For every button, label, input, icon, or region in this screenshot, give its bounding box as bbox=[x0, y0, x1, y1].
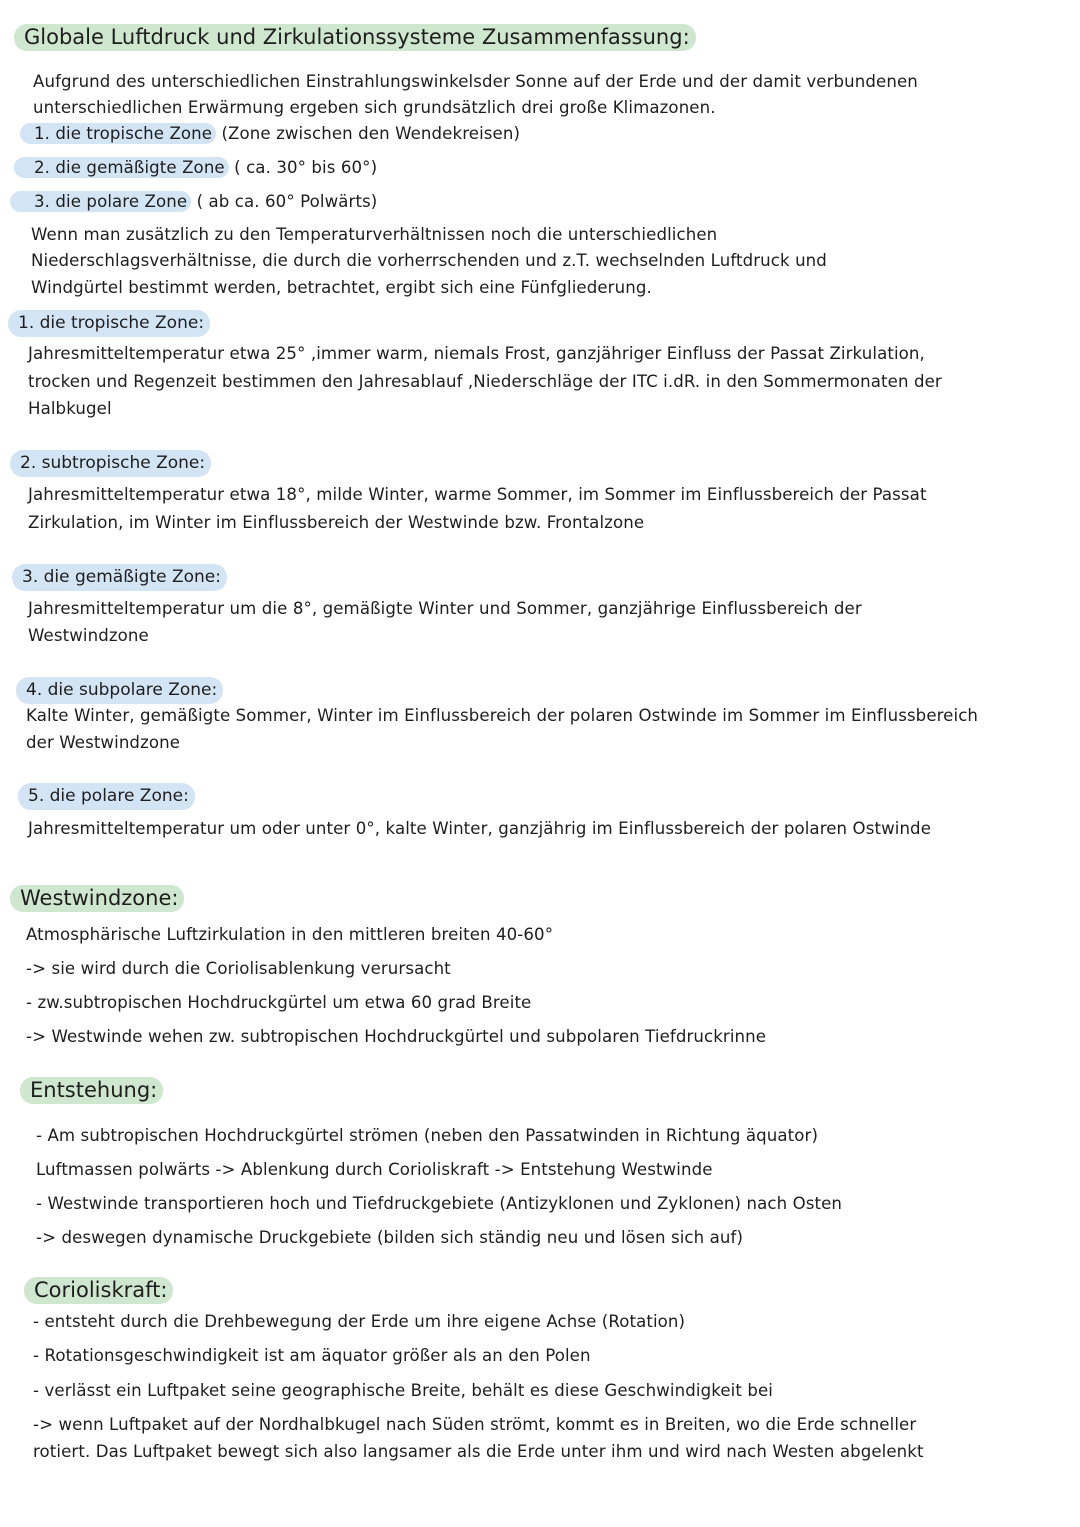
zone-5-label: 5. die polare Zone: bbox=[18, 783, 195, 810]
coriolis-line-4: -> wenn Luftpaket auf der Nordhalbkugel nach Süden strömt, kommt es in Breiten, wo die Erde schneller bbox=[33, 1415, 917, 1434]
intro-zone-2-label: 2. die gemäßigte Zone bbox=[14, 157, 229, 178]
intro-line-2: unterschiedlichen Erwärmung ergeben sich grundsätzlich drei große Klimazonen. bbox=[33, 98, 716, 117]
entstehung-line-2: Luftmassen polwärts -> Ablenkung durch Corioliskraft -> Entstehung Westwinde bbox=[36, 1160, 713, 1179]
westwind-heading: Westwindzone: bbox=[10, 885, 184, 912]
entstehung-line-4: -> deswegen dynamische Druckgebiete (bilden sich ständig neu und lösen sich auf) bbox=[36, 1228, 744, 1247]
intro-zone-3 bbox=[10, 189, 377, 216]
zone-2-line-2: Zirkulation, im Winter im Einflussbereich der Westwinde bzw. Frontalzone bbox=[28, 513, 645, 532]
coriolis-line-2: - Rotationsgeschwindigkeit ist am äquator größer als an den Polen bbox=[33, 1346, 591, 1365]
intro-line-1: Aufgrund des unterschiedlichen Einstrahlungswinkelsder Sonne auf der Erde und der damit verbundenen bbox=[33, 72, 918, 91]
zone-4-line-1: Kalte Winter, gemäßigte Sommer, Winter im Einflussbereich der polaren Ostwinde im Sommer im Einflussbereich bbox=[26, 706, 979, 725]
page-title: Globale Luftdruck und Zirkulationssysteme Zusammenfassung: bbox=[14, 24, 696, 51]
zone-2-line-1: Jahresmitteltemperatur etwa 18°, milde Winter, warme Sommer, im Sommer im Einflussbereich der Passat bbox=[28, 485, 927, 504]
intro-zone-2-text: ( ca. 30° bis 60°) bbox=[234, 158, 378, 177]
zone-2-label: 2. subtropische Zone: bbox=[10, 450, 211, 477]
coriolis-line-3: - verlässt ein Luftpaket seine geographische Breite, behält es diese Geschwindigkeit bei bbox=[33, 1381, 773, 1400]
entstehung-heading: Entstehung: bbox=[20, 1077, 163, 1104]
intro-zone-1-label: 1. die tropische Zone bbox=[20, 123, 216, 144]
zone-1-line-3: Halbkugel bbox=[28, 399, 112, 418]
westwind-line-4: -> Westwinde wehen zw. subtropischen Hochdruckgürtel und subpolaren Tiefdruckrinne bbox=[26, 1027, 767, 1046]
five-line-3: Windgürtel bestimmt werden, betrachtet, ergibt sich eine Fünfgliederung. bbox=[31, 278, 652, 297]
intro-zone-2 bbox=[14, 155, 377, 182]
zone-1-line-2: trocken und Regenzeit bestimmen den Jahresablauf ,Niederschläge der ITC i.dR. in den Sommermonaten der bbox=[28, 372, 942, 391]
five-line-1: Wenn man zusätzlich zu den Temperaturverhältnissen noch die unterschiedlichen bbox=[31, 225, 718, 244]
zone-4-label: 4. die subpolare Zone: bbox=[16, 677, 223, 704]
five-line-2: Niederschlagsverhältnisse, die durch die vorherrschenden und z.T. wechselnden Luftdruck und bbox=[31, 251, 827, 270]
coriolis-line-5: rotiert. Das Luftpaket bewegt sich also langsamer als die Erde unter ihm und wird nach Westen abgelenkt bbox=[33, 1442, 924, 1461]
zone-4-line-2: der Westwindzone bbox=[26, 733, 181, 752]
westwind-line-1: Atmosphärische Luftzirkulation in den mittleren breiten 40-60° bbox=[26, 925, 554, 944]
zone-3-label: 3. die gemäßigte Zone: bbox=[12, 564, 227, 591]
zone-1-line-1: Jahresmitteltemperatur etwa 25° ,immer warm, niemals Frost, ganzjähriger Einfluss der Passat Zirkulation, bbox=[28, 344, 925, 363]
intro-zone-3-text: ( ab ca. 60° Polwärts) bbox=[196, 192, 378, 211]
zone-5-line-1: Jahresmitteltemperatur um oder unter 0°, kalte Winter, ganzjährig im Einflussbereich der polaren Ostwinde bbox=[28, 819, 932, 838]
entstehung-line-3: - Westwinde transportieren hoch und Tiefdruckgebiete (Antizyklonen und Zyklonen) nach Osten bbox=[36, 1194, 843, 1213]
zone-3-line-1: Jahresmitteltemperatur um die 8°, gemäßigte Winter und Sommer, ganzjährige Einflussbereich der bbox=[28, 599, 862, 618]
coriolis-line-1: - entsteht durch die Drehbewegung der Erde um ihre eigene Achse (Rotation) bbox=[33, 1312, 686, 1331]
westwind-line-3: - zw.subtropischen Hochdruckgürtel um etwa 60 grad Breite bbox=[26, 993, 532, 1012]
zone-3-line-2: Westwindzone bbox=[28, 626, 149, 645]
intro-zone-1 bbox=[20, 121, 520, 148]
zone-1-label: 1. die tropische Zone: bbox=[8, 310, 210, 337]
westwind-line-2: -> sie wird durch die Coriolisablenkung verursacht bbox=[26, 959, 451, 978]
entstehung-line-1: - Am subtropischen Hochdruckgürtel strömen (neben den Passatwinden in Richtung äquator) bbox=[36, 1126, 819, 1145]
coriolis-heading: Corioliskraft: bbox=[24, 1277, 173, 1304]
intro-zone-1-text: (Zone zwischen den Wendekreisen) bbox=[221, 124, 521, 143]
intro-zone-3-label: 3. die polare Zone bbox=[10, 191, 191, 212]
